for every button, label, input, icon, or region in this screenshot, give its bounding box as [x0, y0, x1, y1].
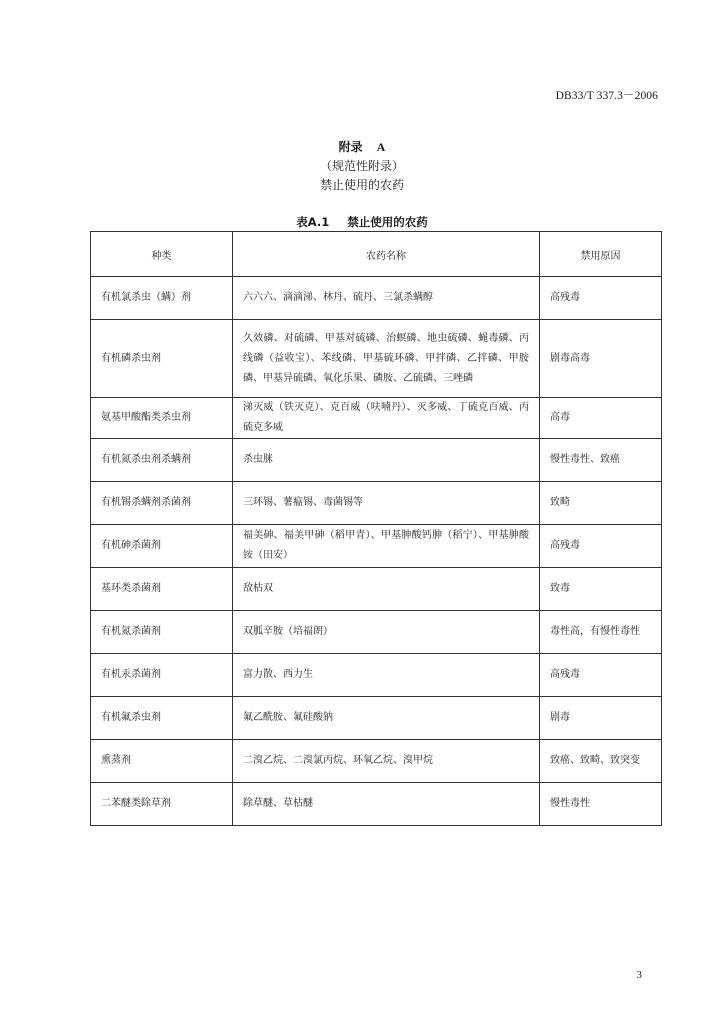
reason-cell: 高残毒	[540, 277, 662, 320]
appendix-subtitle: （规范性附录）	[319, 159, 404, 173]
category-cell: 有机氮杀虫剂杀螨剂	[91, 439, 233, 482]
names-cell: 福美砷、福美甲砷（稻甲青）、甲基胂酸钙胂（稻宁）、甲基胂酸铵（田安）	[233, 525, 540, 568]
category-cell: 二苯醚类除草剂	[91, 783, 233, 826]
names-cell: 涕灭威（铁灭克）、克百威（呋喃丹）、灭多威、丁硫克百威、丙硫克多威	[233, 398, 540, 439]
table-row	[91, 654, 662, 697]
category-cell: 基环类杀菌剂	[91, 568, 233, 611]
names-cell: 杀虫脒	[233, 439, 540, 482]
reason-cell: 致毒	[540, 568, 662, 611]
appendix-title	[0, 138, 724, 157]
category-cell: 有机锡杀螨剂杀菌剂	[91, 482, 233, 525]
table-row	[91, 611, 662, 654]
table-row	[91, 277, 662, 320]
reason-cell: 慢性毒性	[540, 783, 662, 826]
category-cell: 有机氯杀虫（螨）剂	[91, 277, 233, 320]
names-cell: 氟乙酰胺、氟硅酸钠	[233, 697, 540, 740]
names-cell: 久效磷、对硫磷、甲基对硫磷、治螟磷、地虫硫磷、蝇毒磷、丙线磷（益收宝）、苯线磷、甲基硫环磷、甲拌磷、乙拌磷、甲胺磷、甲基异硫磷、氧化乐果、磷胺、乙硫磷、三唑磷	[233, 320, 540, 398]
names-cell: 富力散、西力生	[233, 654, 540, 697]
table-row	[91, 320, 662, 398]
names-cell: 双胍辛胺（培福朗）	[233, 611, 540, 654]
standard-code: DB33/T 337.3－2006	[555, 90, 658, 102]
column-header-category: 种类	[91, 232, 233, 277]
reason-cell: 剧毒	[540, 697, 662, 740]
category-cell: 有机砷杀菌剂	[91, 525, 233, 568]
table-row	[91, 783, 662, 826]
table-row	[91, 525, 662, 568]
names-cell: 除草醚、草枯醚	[233, 783, 540, 826]
table-row	[91, 482, 662, 525]
appendix-label: 附录	[338, 140, 363, 154]
category-cell: 有机氟杀虫剂	[91, 697, 233, 740]
reason-cell: 剧毒高毒	[540, 320, 662, 398]
table-row	[91, 398, 662, 439]
names-cell: 三环锡、薯瘟锡、毒菌锡等	[233, 482, 540, 525]
table-row	[91, 697, 662, 740]
reason-cell: 高残毒	[540, 525, 662, 568]
category-cell: 氨基甲酸酯类杀虫剂	[91, 398, 233, 439]
banned-pesticides-table	[90, 231, 662, 826]
reason-cell: 毒性高，有慢性毒性	[540, 611, 662, 654]
category-cell: 熏蒸剂	[91, 740, 233, 783]
category-cell: 有机氮杀菌剂	[91, 611, 233, 654]
table-row	[91, 439, 662, 482]
appendix-title-block	[0, 138, 724, 195]
appendix-letter: A	[376, 140, 386, 154]
reason-cell: 高毒	[540, 398, 662, 439]
table-header-row	[91, 232, 662, 277]
names-cell: 敌枯双	[233, 568, 540, 611]
appendix-heading: 禁止使用的农药	[319, 178, 404, 192]
reason-cell: 慢性毒性、致癌	[540, 439, 662, 482]
names-cell: 二溴乙烷、二溴氯丙烷、环氧乙烷、溴甲烷	[233, 740, 540, 783]
page-number: 3	[636, 969, 642, 981]
column-header-names: 农药名称	[233, 232, 540, 277]
table-row	[91, 568, 662, 611]
table-row	[91, 740, 662, 783]
category-cell: 有机磷杀虫剂	[91, 320, 233, 398]
table-caption-number: 表A.1	[296, 215, 330, 229]
reason-cell: 致畸	[540, 482, 662, 525]
column-header-reason: 禁用原因	[540, 232, 662, 277]
category-cell: 有机汞杀菌剂	[91, 654, 233, 697]
reason-cell: 高残毒	[540, 654, 662, 697]
table-caption-title: 禁止使用的农药	[347, 215, 428, 229]
reason-cell: 致癌、致畸、致突变	[540, 740, 662, 783]
names-cell: 六六六、滴滴涕、林丹、硫丹、三氯杀螨醇	[233, 277, 540, 320]
table-caption	[0, 214, 724, 230]
